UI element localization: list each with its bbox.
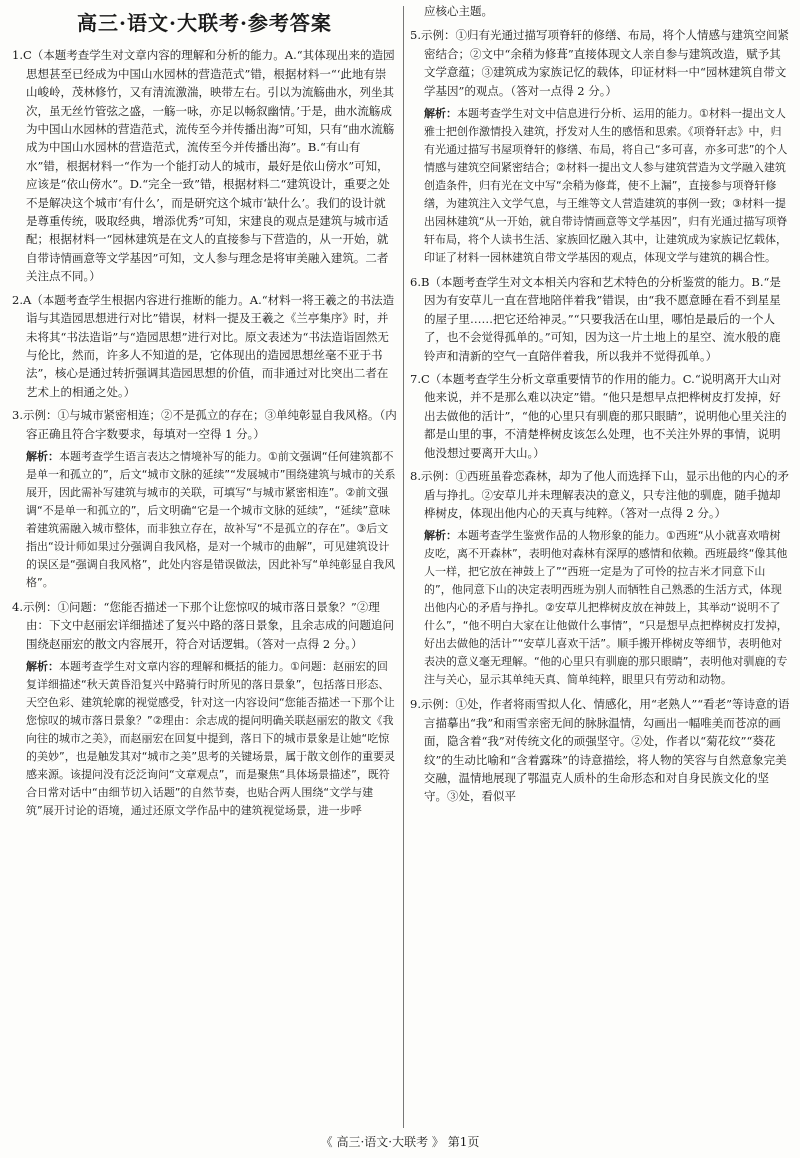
analysis-label: 解析： <box>424 107 457 121</box>
answer-text: 示例：①处，作者将雨雪拟人化、情感化，用“老熟人”“看老”等诗意的语言描摹出“我”和雨雪亲密无间的脉脉温情，勾画出一幅唯美而苍凉的画面，隐含着“我”对传统文化的顽强坚守。②处，作者以“菊花纹”“葵花纹”的生动比喻和“含着露珠”的诗意描绘，将人物的笑容与自然意象完美交融，温情地展现了鄂温克人质朴的生命形态和对自身民族文化的坚守。③处，看似平 <box>420 697 790 804</box>
answer-item <box>12 46 397 285</box>
left-column <box>12 0 397 1130</box>
analysis-block <box>424 105 790 267</box>
page-footer: 《 高三·语文·大联考 》 第1页 <box>320 1135 480 1149</box>
answer-item <box>12 291 397 401</box>
answer-text: （本题考查学生对文章内容的理解和分析的能力。A.“其体现出来的造园思想甚至已经成为中国山水园林的营造范式”错，根据材料一“‘此地有崇山峻岭，茂林修竹，又有清流激湍，映带左右。引以为流觞曲水，列坐其次，虽无丝竹管弦之盛，一觞一咏，亦足以畅叙幽情。’于是，曲水流觞成为中国山水园林的营造范式，流传至今并传播出海”可知，只有“曲水流觞成为中国山水园林的营造范式，流传至今并传播出海”。B.“有山有水”错，根据材料一“作为一个能打动人的城市，最好是依山傍水”可知，应该是“依山傍水”。D.“完全一致”错，根据材料二“建筑设计，重要之处不是解决这个城市‘有什么’，而是研究这个城市‘缺什么’。我们的设计就是尊重传统，吸取经典，增添优秀”可知，宋建良的观点是建筑与城市适配；根据材料一“园林建筑是在文人的直接参与下营造的，从一开始，就自带诗情画意等文学基因”可知，文人参与理念是将审美融入建筑。二者关注点不同。） <box>26 48 395 284</box>
answer-item <box>12 598 397 653</box>
answer-number: 6.B <box>410 275 430 290</box>
analysis-text: 本题考查学生对文中信息进行分析、运用的能力。①材料一提出文人雅士把创作激情投入建筑，抒发对人生的感悟和思索。《项脊轩志》中，归有光通过描写书屋项脊轩的修缮、布局，将自己“多可喜，亦多可悲”的个人情感与建筑空间紧密结合；②材料一提出文人参与建筑营造为文学融入建筑创造条件，归有光在文中写“余稍为修葺，使不上漏”，直接参与项脊轩修缮，为建筑注入文学气息，与王维等文人营造建筑的事例一致；③材料一提出园林建筑“从一开始，就自带诗情画意等文学基因”，归有光通过描写项脊轩布局，将个人读书生活、家族回忆融入其中，让建筑成为家族记忆载体，印证了材料一园林建筑自带文学基因的观点，体现文学与建筑的耦合性。 <box>424 107 788 265</box>
right-content <box>410 2 790 806</box>
analysis-text: 本题考查学生鉴赏作品的人物形象的能力。①西班“从小就喜欢啃树皮吃，离不开森林”，表明他对森林有深厚的感情和依赖。西班最终“像其他人一样，把它放在神鼓上了”“西班一定是为了可怜的拉吉米才同意下山的”，他同意下山的决定表明西班为别人而牺牲自己熟悉的生活方式，体现出他内心的矛盾与挣扎。②安草儿把桦树皮放在神鼓上，其举动“说明不了什么”，“他不明白大家在让他做什么事情”，“只是想早点把桦树皮打发掉，好出去做他的活计”“安草儿喜欢干活”。顺手搬开桦树皮等细节，表明他对表决的意义毫无理解。“他的心里只有驯鹿的那只眼睛”，表明他对驯鹿的专注与关心，显示其单纯天真、简单纯粹，眼里只有劳动和动物。 <box>424 529 788 687</box>
answer-text: （本题考查学生分析文章重要情节的作用的能力。C.“说明离开大山对他来说，并不是那么难以决定”错。“他只是想早点把桦树皮打发掉，好出去做他的活计”，“他的心里只有驯鹿的那只眼睛”，说明他心里关注的都是山里的事，不清楚桦树皮该怎么处理，也不关注外界的事情，说明他没想过要离开大山。） <box>424 372 787 460</box>
answer-item <box>410 370 790 462</box>
continued-text: 应核心主题。 <box>424 4 493 18</box>
answer-item <box>410 26 790 100</box>
analysis-label: 解析： <box>424 529 457 543</box>
answer-number: 3. <box>12 408 23 423</box>
right-column <box>410 0 790 1130</box>
column-divider <box>403 6 404 1128</box>
page-title: 高三·语文·大联考·参考答案 <box>77 11 332 35</box>
answer-number: 7.C <box>410 372 430 387</box>
answer-item <box>410 467 790 522</box>
answer-number: 1.C <box>12 48 32 63</box>
analysis-label: 解析： <box>26 660 59 674</box>
answer-number: 4. <box>12 599 23 614</box>
analysis-block <box>26 448 397 592</box>
answer-text: 示例：①与城市紧密相连；②不是孤立的存在；③单纯彰显自我风格。（内容正确且符合字数要求，每填对一空得 1 分。） <box>22 408 397 441</box>
answer-text: （本题考查学生对文本相关内容和艺术特色的分析鉴赏的能力。B.“是因为有安草儿一直在营地陪伴着我”错误，由“我不愿意睡在看不到星星的屋子里……把它还给神灵。”“只要我活在山里，哪怕是最后的一个人了，也不会觉得孤单的。”可知，因为这一片土地上的星空、流水般的鹿铃声和清新的空气一直陪伴着我，所以我并不觉得孤单。） <box>424 275 781 363</box>
answer-number: 8. <box>410 469 421 484</box>
answer-text: 示例：①西班虽眷恋森林，却为了他人而选择下山，显示出他的内心的矛盾与挣扎。②安草儿并未理解表决的意义，只专注他的驯鹿，随手抛却桦树皮，体现出他内心的天真与纯粹。（答对一点得 2 分。） <box>420 469 789 520</box>
answer-text: 示例：①归有光通过描写项脊轩的修缮、布局，将个人情感与建筑空间紧密结合；②文中“余稍为修葺”直接体现文人亲自参与建筑改造，赋予其文学意蕴；③建筑成为家族记忆的载体，印证材料一中“园林建筑自带文学基因”的观点。（答对一点得 2 分。） <box>420 28 789 98</box>
analysis-label: 解析： <box>26 449 59 463</box>
left-content <box>12 46 397 820</box>
answer-item <box>410 695 790 805</box>
answer-number: 5. <box>410 28 421 43</box>
answer-item <box>12 406 397 443</box>
answer-text: （本题考查学生根据内容进行推断的能力。A.“材料一将王羲之的书法造诣与其造园思想进行对比”错误，材料一提及王羲之《兰亭集序》时，并未将其“书法造诣”与“造园思想”进行对比。原文表述为“书法造诣固然无与伦比，然而，许多人不知道的是，它体现出的造园思想丝毫不亚于书法”，核心是通过转折强调其造园思想的价值，而非通过对比突出二者在艺术上的相通之处。） <box>26 292 395 399</box>
analysis-text: 本题考查学生语言表达之情境补写的能力。①前文强调“任何建筑都不是单一和孤立的”，后文“城市文脉的延续”“发展城市”围绕建筑与城市的关系展开，因此需补写建筑与城市的关联，可填写“与城市紧密相连”。②前文强调“不是单一和孤立的”，后文明确“它是一个城市文脉的延续”，“延续”意味着建筑需融入城市整体，而非独立存在，故补写“不是孤立的存在”。③后文指出“设计师如果过分强调自我风格，是对一个城市的曲解”，可见建筑设计的误区是“强调自我风格”，此处内容是错误做法，因此补写“单纯彰显自我风格”。 <box>26 449 396 589</box>
answer-item <box>410 273 790 365</box>
analysis-block <box>26 658 397 820</box>
analysis-text: 本题考查学生对文章内容的理解和概括的能力。①问题：赵丽宏的回复详细描述“秋天黄昏沿复兴中路骑行时所见的落日景象”，包括落日形态、天空色彩、建筑轮廓的视觉感受，针对这一内容设问“您能否描述一下那个让您惊叹的城市落日景象？”②理由：余志成的提问明确关联赵丽宏的散文《我向往的城市之美》，而赵丽宏在回复中提到，落日下的城市景象是让她“吃惊的美妙”，也是触发其对“城市之美”思考的关键场景，属于散文创作的重要灵感来源。该提问没有泛泛询问“文章观点”，而是聚焦“具体场景描述”，既符合日常对话中“由细节切入话题”的自然节奏，也贴合两人围绕“文学与建筑”展开讨论的语境，通过还原文学作品中的建筑视觉场景，进一步呼 <box>26 660 396 818</box>
answer-text: 示例：①问题：“您能否描述一下那个让您惊叹的城市落日景象？”②理由：下文中赵丽宏详细描述了复兴中路的落日景象，且余志成的问题追问围绕赵丽宏的散文内容展开，符合对话逻辑。（答对一点得 2 分。） <box>22 599 394 651</box>
answer-number: 2.A <box>12 292 32 307</box>
answer-number: 9. <box>410 697 421 712</box>
analysis-block <box>424 527 790 689</box>
